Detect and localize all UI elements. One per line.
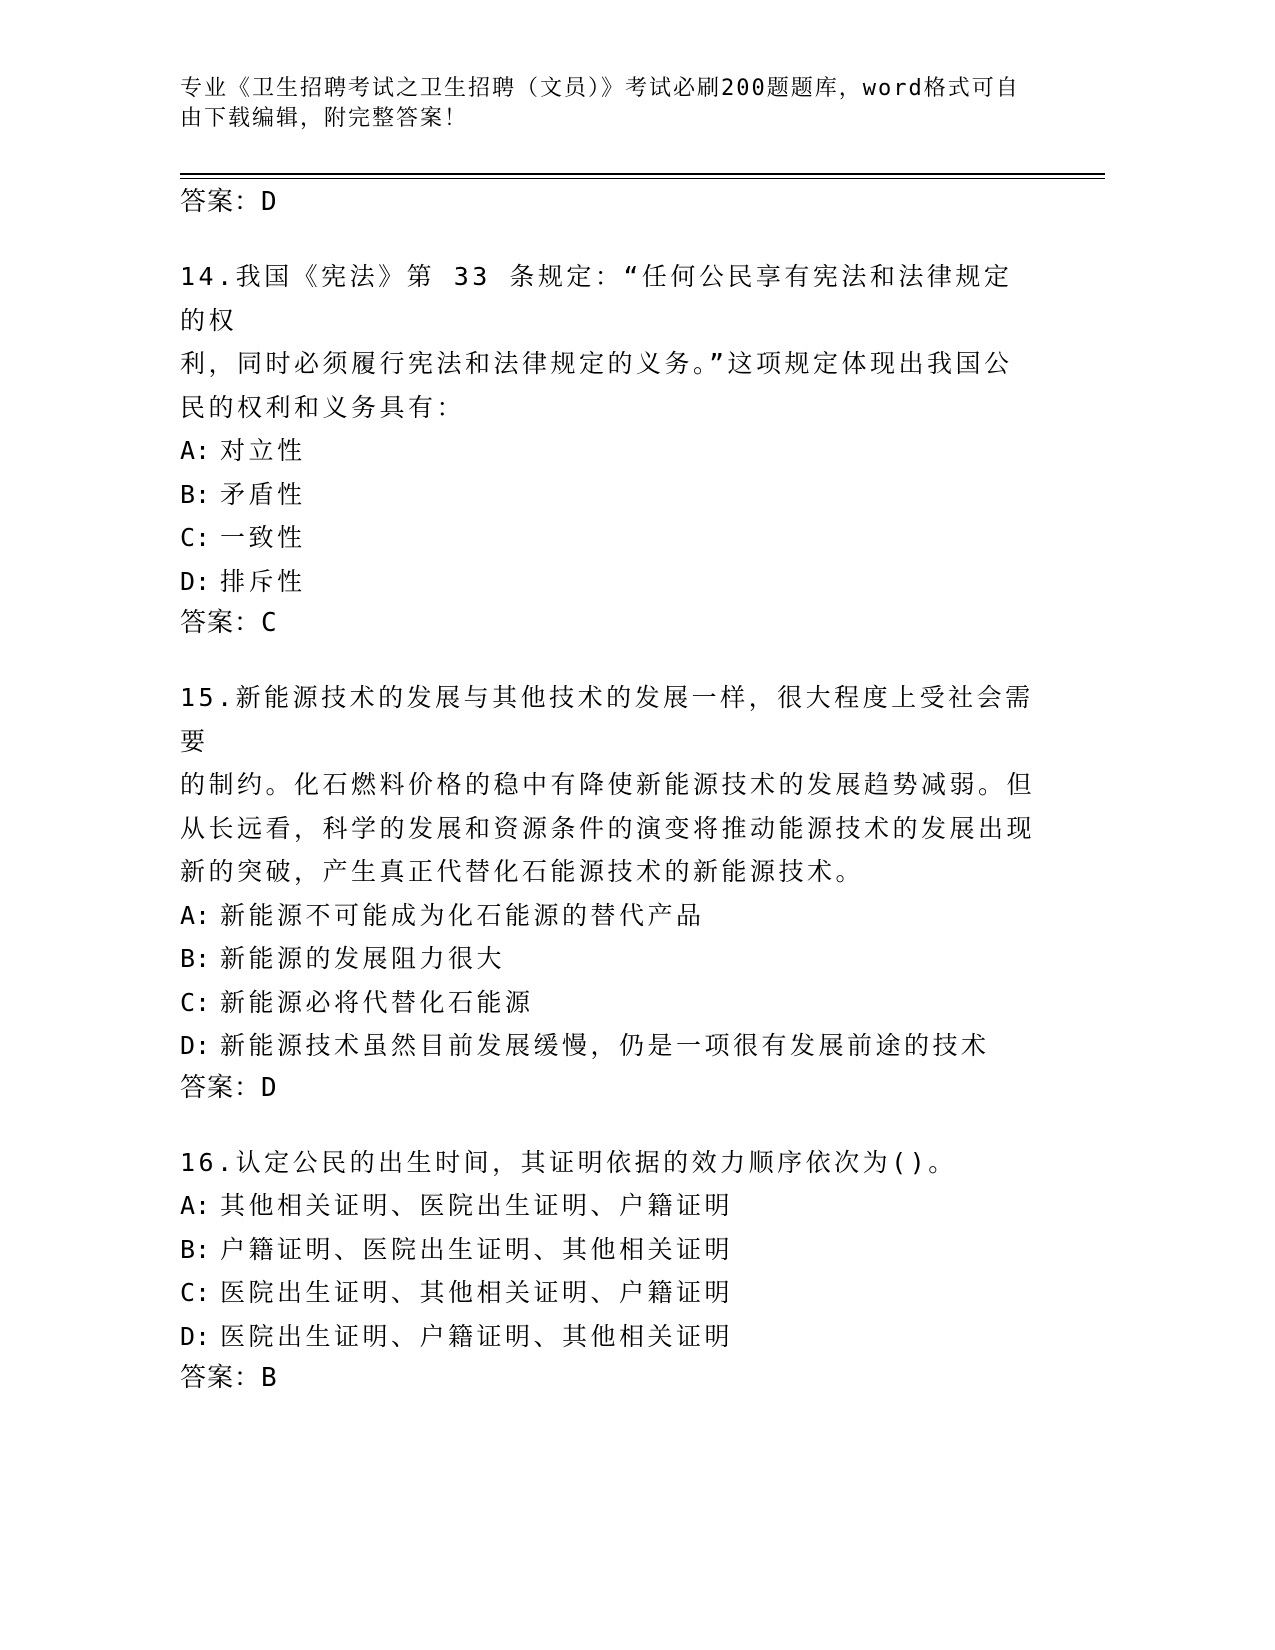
question-16-option-a bbox=[180, 1184, 1040, 1228]
option-text: 一致性 bbox=[220, 523, 306, 552]
question-14-line-1: 14.我国《宪法》第 33 条规定：“任何公民享有宪法和法律规定的权 bbox=[180, 262, 1013, 335]
option-key: B: bbox=[180, 479, 211, 509]
option-key: A: bbox=[180, 1191, 211, 1220]
question-16-option-c bbox=[180, 1271, 1040, 1315]
question-16 bbox=[180, 1141, 1040, 1399]
option-key: D: bbox=[180, 566, 211, 596]
header-divider-thin bbox=[180, 178, 1105, 179]
option-key: A: bbox=[180, 900, 211, 930]
option-key: B: bbox=[180, 944, 211, 973]
option-key: B: bbox=[180, 1234, 211, 1264]
option-text: 新能源必将代替化石能源 bbox=[220, 987, 534, 1017]
question-15-line-3: 从长远看，科学的发展和资源条件的演变将推动能源技术的发展出现 bbox=[180, 813, 1036, 843]
option-text: 排斥性 bbox=[220, 566, 306, 596]
header-divider-thick bbox=[180, 173, 1105, 175]
option-text: 矛盾性 bbox=[220, 479, 306, 509]
option-text: 新能源技术虽然目前发展缓慢，仍是一项很有发展前途的技术 bbox=[220, 1031, 990, 1060]
option-text: 新能源不可能成为化石能源的替代产品 bbox=[220, 900, 705, 930]
option-text: 对立性 bbox=[220, 436, 306, 465]
question-16-option-d bbox=[180, 1315, 1040, 1359]
question-15-option-a bbox=[180, 894, 1040, 938]
previous-answer: 答案：D bbox=[180, 187, 278, 217]
question-14-option-c bbox=[180, 516, 1040, 560]
question-15 bbox=[180, 676, 1040, 1108]
option-key: C: bbox=[180, 1278, 211, 1307]
question-14-option-a bbox=[180, 429, 1040, 473]
question-14-option-b bbox=[180, 473, 1040, 517]
option-text: 户籍证明、医院出生证明、其他相关证明 bbox=[220, 1234, 734, 1264]
option-text: 医院出生证明、户籍证明、其他相关证明 bbox=[220, 1321, 734, 1351]
question-15-option-d bbox=[180, 1024, 1040, 1068]
header-line-2: 由下载编辑，附完整答案！ bbox=[180, 106, 469, 131]
header-line-1: 专业《卫生招聘考试之卫生招聘（文员）》考试必刷200题题库，word格式可自 bbox=[180, 76, 1020, 101]
question-15-line-2: 的制约。化石燃料价格的稳中有降使新能源技术的发展趋势减弱。但 bbox=[180, 770, 1036, 799]
option-key: A: bbox=[180, 436, 211, 465]
option-text: 新能源的发展阻力很大 bbox=[220, 944, 506, 973]
question-16-option-b bbox=[180, 1228, 1040, 1272]
question-15-line-1: 15.新能源技术的发展与其他技术的发展一样，很大程度上受社会需要 bbox=[180, 683, 1034, 756]
question-content bbox=[180, 182, 1040, 1398]
option-text: 医院出生证明、其他相关证明、户籍证明 bbox=[220, 1278, 734, 1307]
question-15-option-b bbox=[180, 937, 1040, 981]
question-15-option-c bbox=[180, 981, 1040, 1025]
option-key: C: bbox=[180, 523, 211, 552]
option-key: D: bbox=[180, 1031, 211, 1060]
question-14-line-2: 利，同时必须履行宪法和法律规定的义务。”这项规定体现出我国公 bbox=[180, 349, 1013, 378]
option-key: D: bbox=[180, 1321, 211, 1351]
question-16-line-1: 16.认定公民的出生时间，其证明依据的效力顺序依次为()。 bbox=[180, 1147, 957, 1177]
question-14-line-3: 民的权利和义务具有： bbox=[180, 392, 466, 422]
question-14-answer: 答案：C bbox=[180, 608, 278, 638]
question-14-option-d bbox=[180, 560, 1040, 604]
question-14 bbox=[180, 255, 1040, 643]
option-key: C: bbox=[180, 987, 211, 1017]
option-text: 其他相关证明、医院出生证明、户籍证明 bbox=[220, 1191, 734, 1220]
document-header bbox=[180, 74, 1060, 134]
question-15-line-4: 新的突破，产生真正代替化石能源技术的新能源技术。 bbox=[180, 857, 865, 886]
question-15-answer: 答案：D bbox=[180, 1072, 278, 1103]
question-16-answer: 答案：B bbox=[180, 1363, 278, 1393]
